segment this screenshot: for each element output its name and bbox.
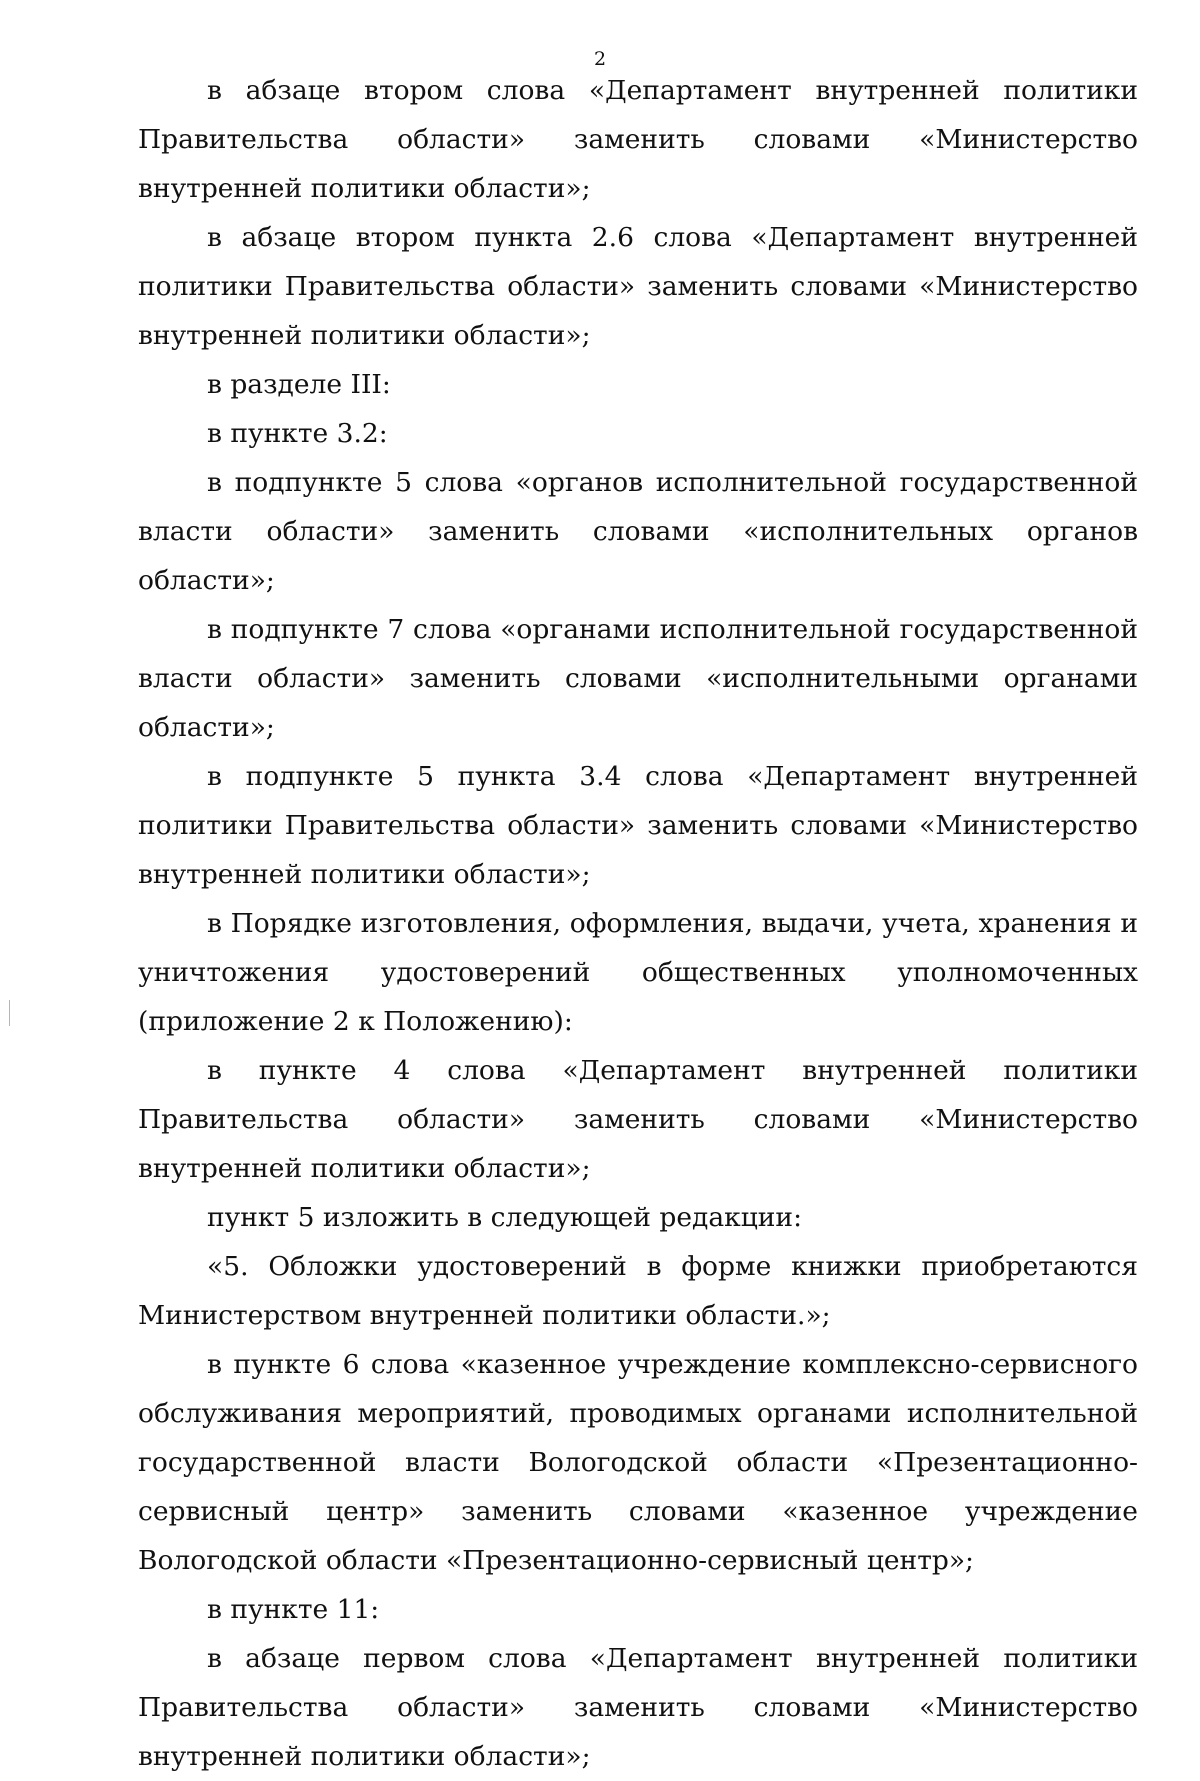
paragraph: в подпункте 7 слова «органами исполнительной государственной власти области» заменить словами «исполнительными органами области»; xyxy=(138,614,1138,743)
paragraph: в абзаце втором слова «Департамент внутренней политики Правительства области» заменить словами «Министерство внутренней политики области»; xyxy=(138,75,1138,204)
paragraph: пункт 5 изложить в следующей редакции: xyxy=(207,1202,803,1233)
paragraph: в пункте 3.2: xyxy=(207,418,388,449)
paragraph: в абзаце втором пункта 2.6 слова «Департамент внутренней политики Правительства области» заменить словами «Министерство внутренней политики области»; xyxy=(138,222,1138,351)
paragraph: в разделе III: xyxy=(207,369,391,400)
page-number: 2 xyxy=(593,48,607,70)
document-body xyxy=(138,66,1138,1781)
paragraph: в пункте 6 слова «казенное учреждение комплексно-сервисного обслуживания мероприятий, проводимых органами исполнительной государственной власти Вологодской области «Презентационно-сервисный центр» заменить словами «казенное учреждение Вологодской области «Презентационно-сервисный центр»; xyxy=(138,1349,1138,1576)
paragraph: в подпункте 5 слова «органов исполнительной государственной власти области» заменить словами «исполнительных органов области»; xyxy=(138,467,1138,596)
paragraph: в Порядке изготовления, оформления, выдачи, учета, хранения и уничтожения удостоверений общественных уполномоченных (приложение 2 к Положению): xyxy=(138,908,1138,1037)
paragraph: в пункте 11: xyxy=(207,1594,380,1625)
paragraph: в пункте 4 слова «Департамент внутренней политики Правительства области» заменить словами «Министерство внутренней политики области»; xyxy=(138,1055,1138,1184)
paragraph: «5. Обложки удостоверений в форме книжки приобретаются Министерством внутренней политики области.»; xyxy=(138,1251,1138,1331)
scan-margin-mark xyxy=(9,1000,10,1026)
paragraph: в абзаце первом слова «Департамент внутренней политики Правительства области» заменить словами «Министерство внутренней политики области»; xyxy=(138,1643,1138,1772)
paragraph: в подпункте 5 пункта 3.4 слова «Департамент внутренней политики Правительства области» заменить словами «Министерство внутренней политики области»; xyxy=(138,761,1138,890)
